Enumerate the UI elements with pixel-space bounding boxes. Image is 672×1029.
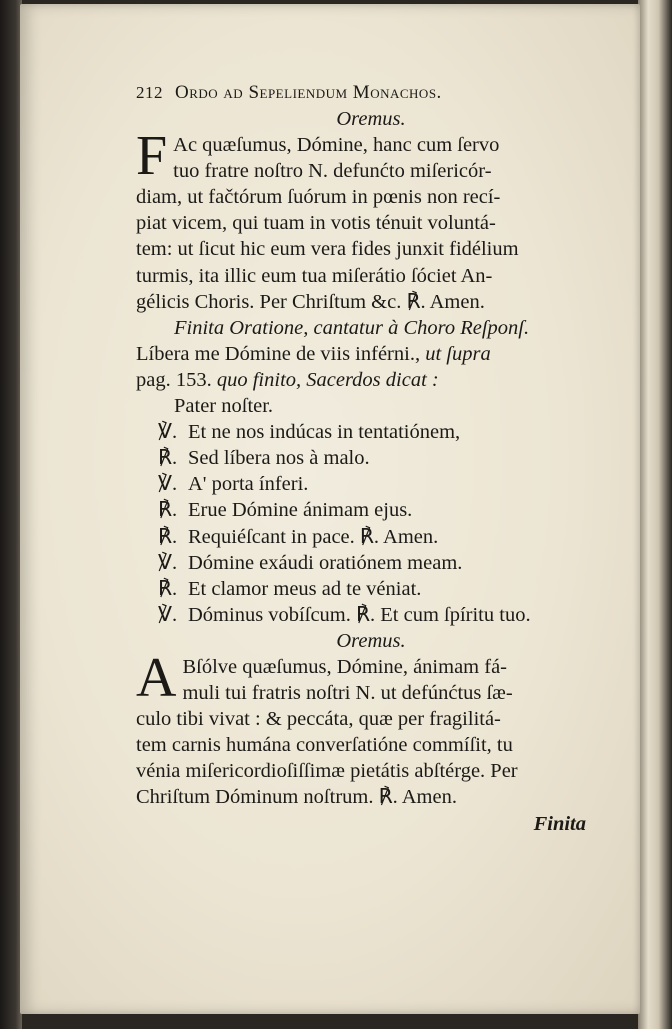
versicle-line <box>136 602 606 628</box>
cross-reference: ut ſupra <box>425 342 491 365</box>
prayer-1 <box>136 125 606 315</box>
rubric-line-1: Finita Oratione, cantatur à Choro Reſponſ. <box>174 316 530 339</box>
drop-cap-a: A <box>136 646 177 709</box>
versicle-line <box>136 524 606 550</box>
prayer-1-line: tem: ut ſicut hic eum vera fides junxit fidélium <box>136 238 519 261</box>
prayer-1-line: Ac quæſumus, Dómine, hanc cum ſervo <box>173 134 500 157</box>
page-text <box>136 76 606 837</box>
prayer-1-line: piat vicem, qui tuam in votis ténuit voluntá- <box>136 212 496 235</box>
versicle-symbol: ℣. <box>158 473 178 496</box>
responsory-incipit: Líbera me Dómine de viis inférni., <box>136 342 426 365</box>
prayer-2-line: muli tui fratris noſtri N. ut defúnćtus ſæ- <box>182 682 513 705</box>
running-title: Ordo ad Sepeliendum Monachos. <box>175 81 442 103</box>
rubric-instruction: quo finito, Sacerdos dicat : <box>216 368 439 391</box>
versicle-line <box>136 471 606 497</box>
versicle-line <box>136 445 606 471</box>
response-symbol: ℟. <box>158 447 178 470</box>
versicle-text: Dómine exáudi oratiónem meam. <box>188 551 463 574</box>
book-gutter-left <box>0 0 22 1029</box>
versicle-text: Requiéſcant in pace. ℟. Amen. <box>188 525 439 548</box>
prayer-1-line: gélicis Choris. Per Chriſtum &c. ℟. Amen. <box>136 290 485 313</box>
page-reference: pag. 153. <box>136 368 217 391</box>
oremus-heading-2: Oremus. <box>336 629 406 652</box>
versicle-line <box>136 550 606 576</box>
versicle-symbol: ℣. <box>158 603 178 626</box>
rubric-line-2 <box>136 341 606 367</box>
versicle-line <box>136 576 606 602</box>
response-symbol: ℟. <box>158 577 178 600</box>
prayer-2 <box>136 646 606 811</box>
versicle-text: Sed líbera nos à malo. <box>188 447 370 470</box>
pater-noster: Pater noſter. <box>174 395 274 418</box>
prayer-1-line: turmis, ita illic eum tua miſerátio ſóciet An- <box>136 264 493 287</box>
prayer-2-line: Bſólve quæſumus, Dómine, ánimam fá- <box>182 655 507 678</box>
versicle-line <box>136 497 606 523</box>
versicle-text: Et ne nos indúcas in tentatiónem, <box>188 421 461 444</box>
oremus-heading-1: Oremus. <box>336 108 406 130</box>
drop-cap-f: F <box>136 125 168 188</box>
response-symbol: ℟. <box>158 525 178 548</box>
versicle-symbol: ℣. <box>158 551 178 574</box>
prayer-2-line: vénia miſericordioſiſſimæ pietátis abſtérge. Per <box>136 760 518 783</box>
versicle-text: Dóminus vobíſcum. ℟. Et cum ſpíritu tuo. <box>188 603 531 626</box>
prayer-2-line: culo tibi vivat : & peccáta, quæ per fragilitá- <box>136 708 501 731</box>
page-number: 212 <box>136 82 163 102</box>
prayer-1-line: tuo fratre noſtro N. defunćto miſericór- <box>173 160 492 183</box>
versicle-symbol: ℣. <box>158 421 178 444</box>
response-symbol: ℟. <box>158 499 178 522</box>
rubric-line-3 <box>136 367 606 393</box>
catchword: Finita <box>533 812 586 835</box>
prayer-2-line: tem carnis humána converſatióne commíſit, tu <box>136 734 513 757</box>
prayer-1-line: diam, ut fačtórum ſuórum in pœnis non recí- <box>136 186 501 209</box>
prayer-2-line: Chriſtum Dóminum noſtrum. ℟. Amen. <box>136 786 457 809</box>
next-page-edge <box>638 0 672 1029</box>
running-header <box>136 76 606 106</box>
versicle-text: A' porta ínferi. <box>188 473 309 496</box>
versicle-text: Et clamor meus ad te véniat. <box>188 577 422 600</box>
versicle-list <box>136 419 606 628</box>
versicle-text: Erue Dómine ánimam ejus. <box>188 499 413 522</box>
versicle-line <box>136 419 606 445</box>
